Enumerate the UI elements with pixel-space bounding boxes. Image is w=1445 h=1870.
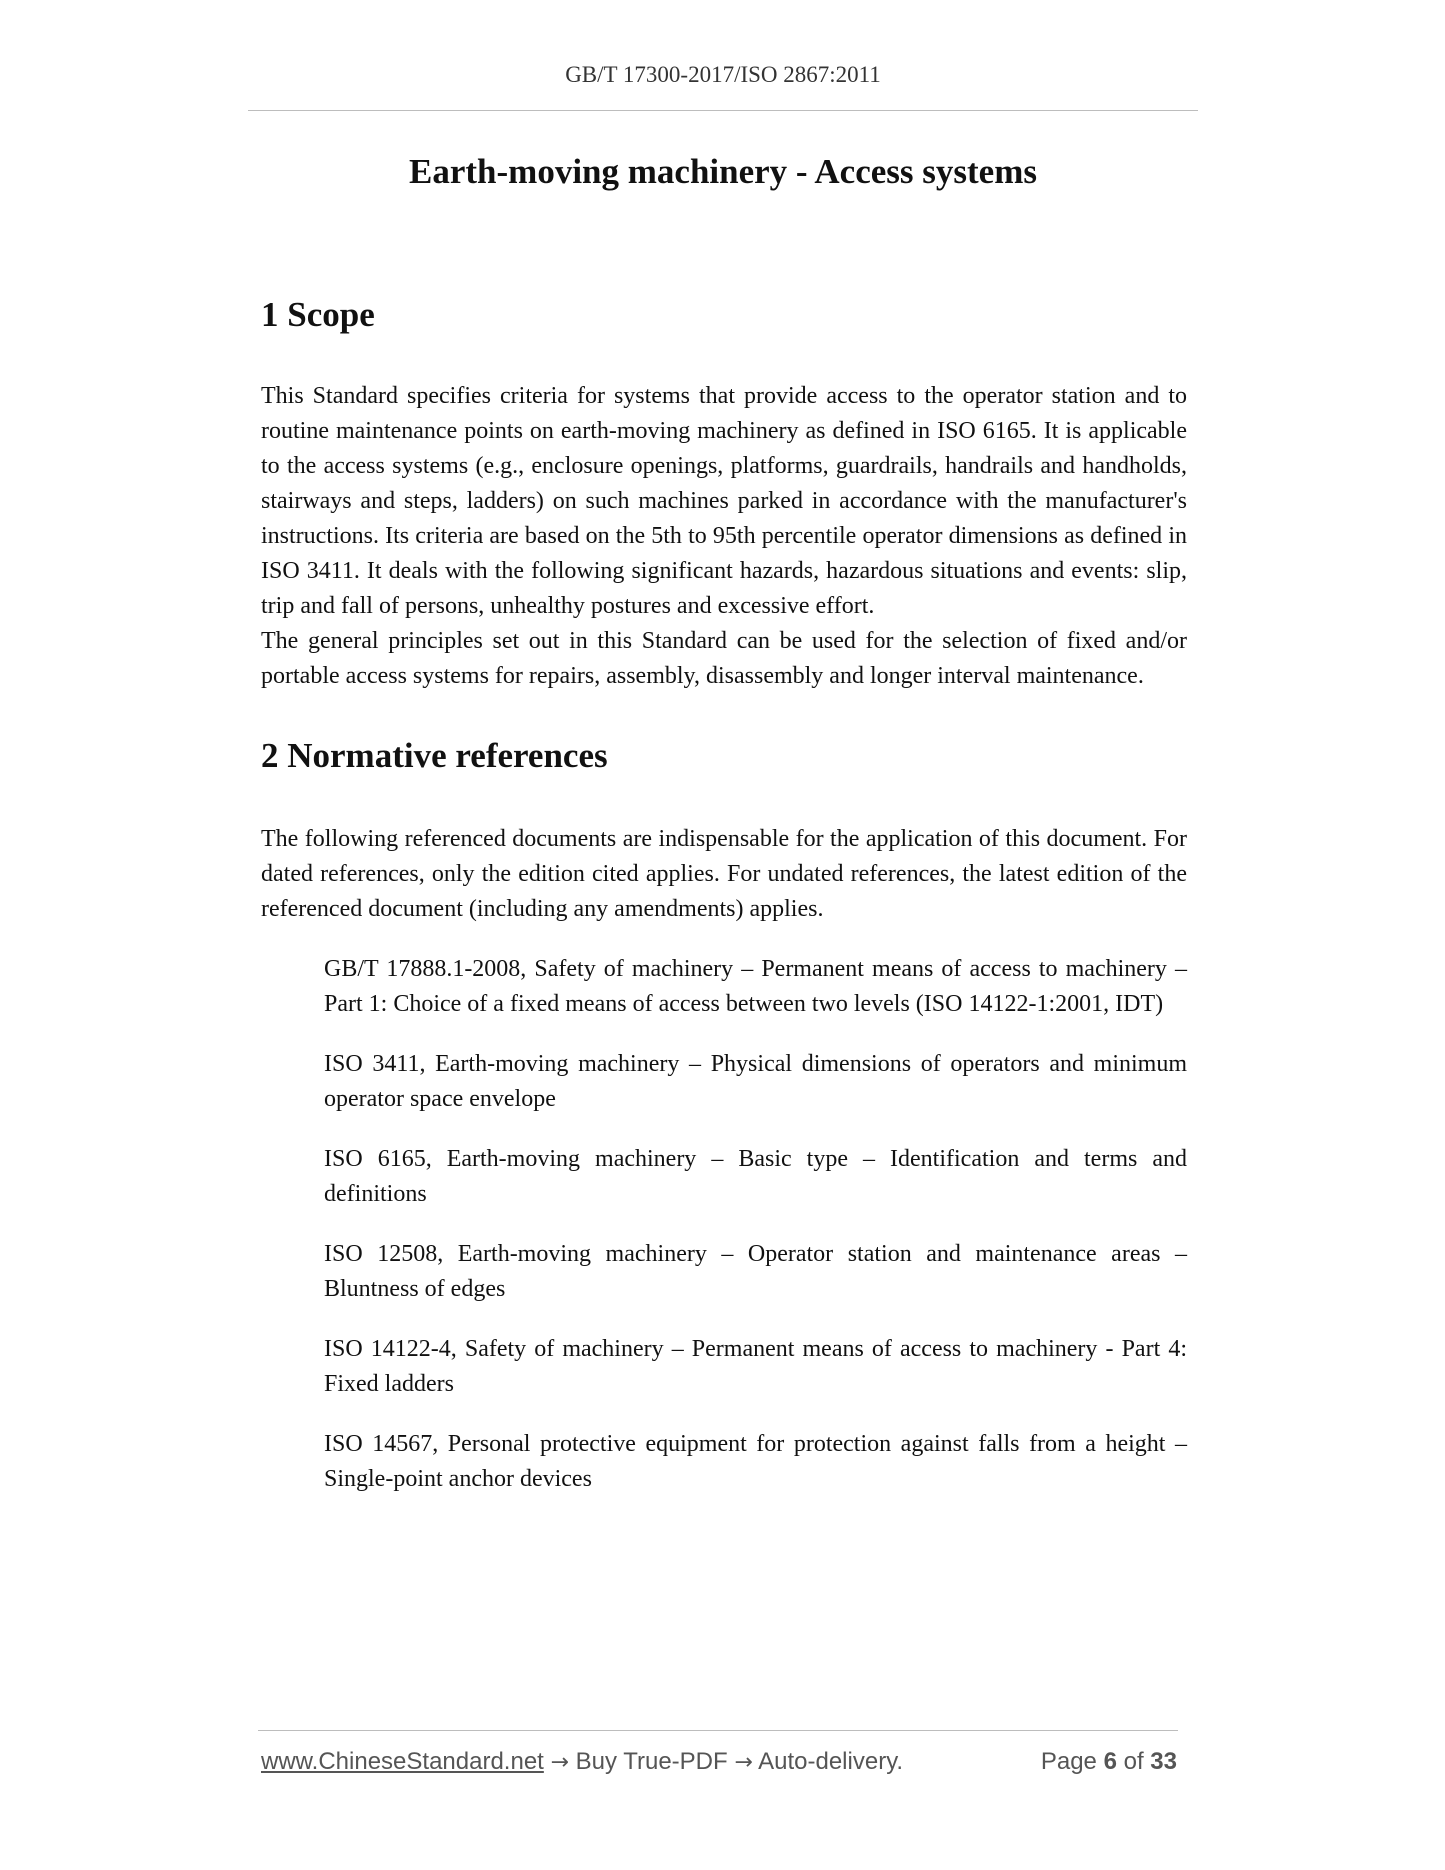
- reference-item: ISO 6165, Earth-moving machinery – Basic type – Identification and terms and definitions: [324, 1146, 1187, 1207]
- document-title: Earth-moving machinery - Access systems: [409, 152, 1037, 191]
- normative-intro-paragraph: The following referenced documents are indispensable for the application of this document. For dated references, only the edition cited applies. For undated references, the latest edition of the referenced document (including any amendments) applies.: [261, 826, 1187, 922]
- section-heading-scope: 1 Scope: [261, 295, 375, 334]
- reference-list: [261, 952, 1187, 1497]
- arrow-right-icon: →: [734, 1750, 753, 1775]
- scope-paragraph-1: This Standard specifies criteria for systems that provide access to the operator station and to routine maintenance points on earth-moving machinery as defined in ISO 6165. It is applicable to the access systems (e.g., enclosure openings, platforms, guardrails, handrails and handholds, stairways and steps, ladders) on such machines parked in accordance with the manufacturer's instructions. Its criteria are based on the 5th to 95th percentile operator dimensions as defined in ISO 3411. It deals with the following significant hazards, hazardous situations and events: slip, trip and fall of persons, unhealthy postures and excessive effort.: [261, 383, 1187, 619]
- current-page-number: 6: [1103, 1748, 1117, 1775]
- page-label: Page: [1040, 1748, 1097, 1775]
- website-link[interactable]: www.ChineseStandard.net: [261, 1748, 544, 1775]
- buy-true-pdf-text: Buy True-PDF: [575, 1748, 728, 1775]
- footer-promo: [261, 1748, 903, 1776]
- reference-item: ISO 14567, Personal protective equipment for protection against falls from a height – Single-point anchor devices: [324, 1431, 1187, 1492]
- section-heading-normative-references: 2 Normative references: [261, 736, 608, 775]
- reference-item: GB/T 17888.1-2008, Safety of machinery – Permanent means of access to machinery – Part 1: Choice of a fixed means of access between two levels (ISO 14122-1:2001, IDT): [324, 956, 1187, 1017]
- page-footer: [261, 1748, 1181, 1782]
- total-page-count: 33: [1150, 1748, 1177, 1775]
- page-number-indicator: [1041, 1748, 1177, 1776]
- reference-item: ISO 14122-4, Safety of machinery – Permanent means of access to machinery - Part 4: Fixed ladders: [324, 1336, 1187, 1397]
- arrow-right-icon: →: [550, 1750, 569, 1775]
- reference-item: ISO 3411, Earth-moving machinery – Physical dimensions of operators and minimum operator space envelope: [324, 1051, 1187, 1112]
- header-divider: [248, 110, 1198, 111]
- auto-delivery-text: Auto-delivery.: [758, 1748, 904, 1775]
- reference-item: ISO 12508, Earth-moving machinery – Operator station and maintenance areas – Bluntness of edges: [324, 1241, 1187, 1302]
- running-header: GB/T 17300-2017/ISO 2867:2011: [565, 62, 881, 87]
- scope-paragraph-2: The general principles set out in this Standard can be used for the selection of fixed and/or portable access systems for repairs, assembly, disassembly and longer interval maintenance.: [261, 628, 1187, 689]
- document-body: [261, 285, 1187, 1522]
- page-of-label: of: [1123, 1748, 1144, 1775]
- footer-divider: [258, 1730, 1178, 1731]
